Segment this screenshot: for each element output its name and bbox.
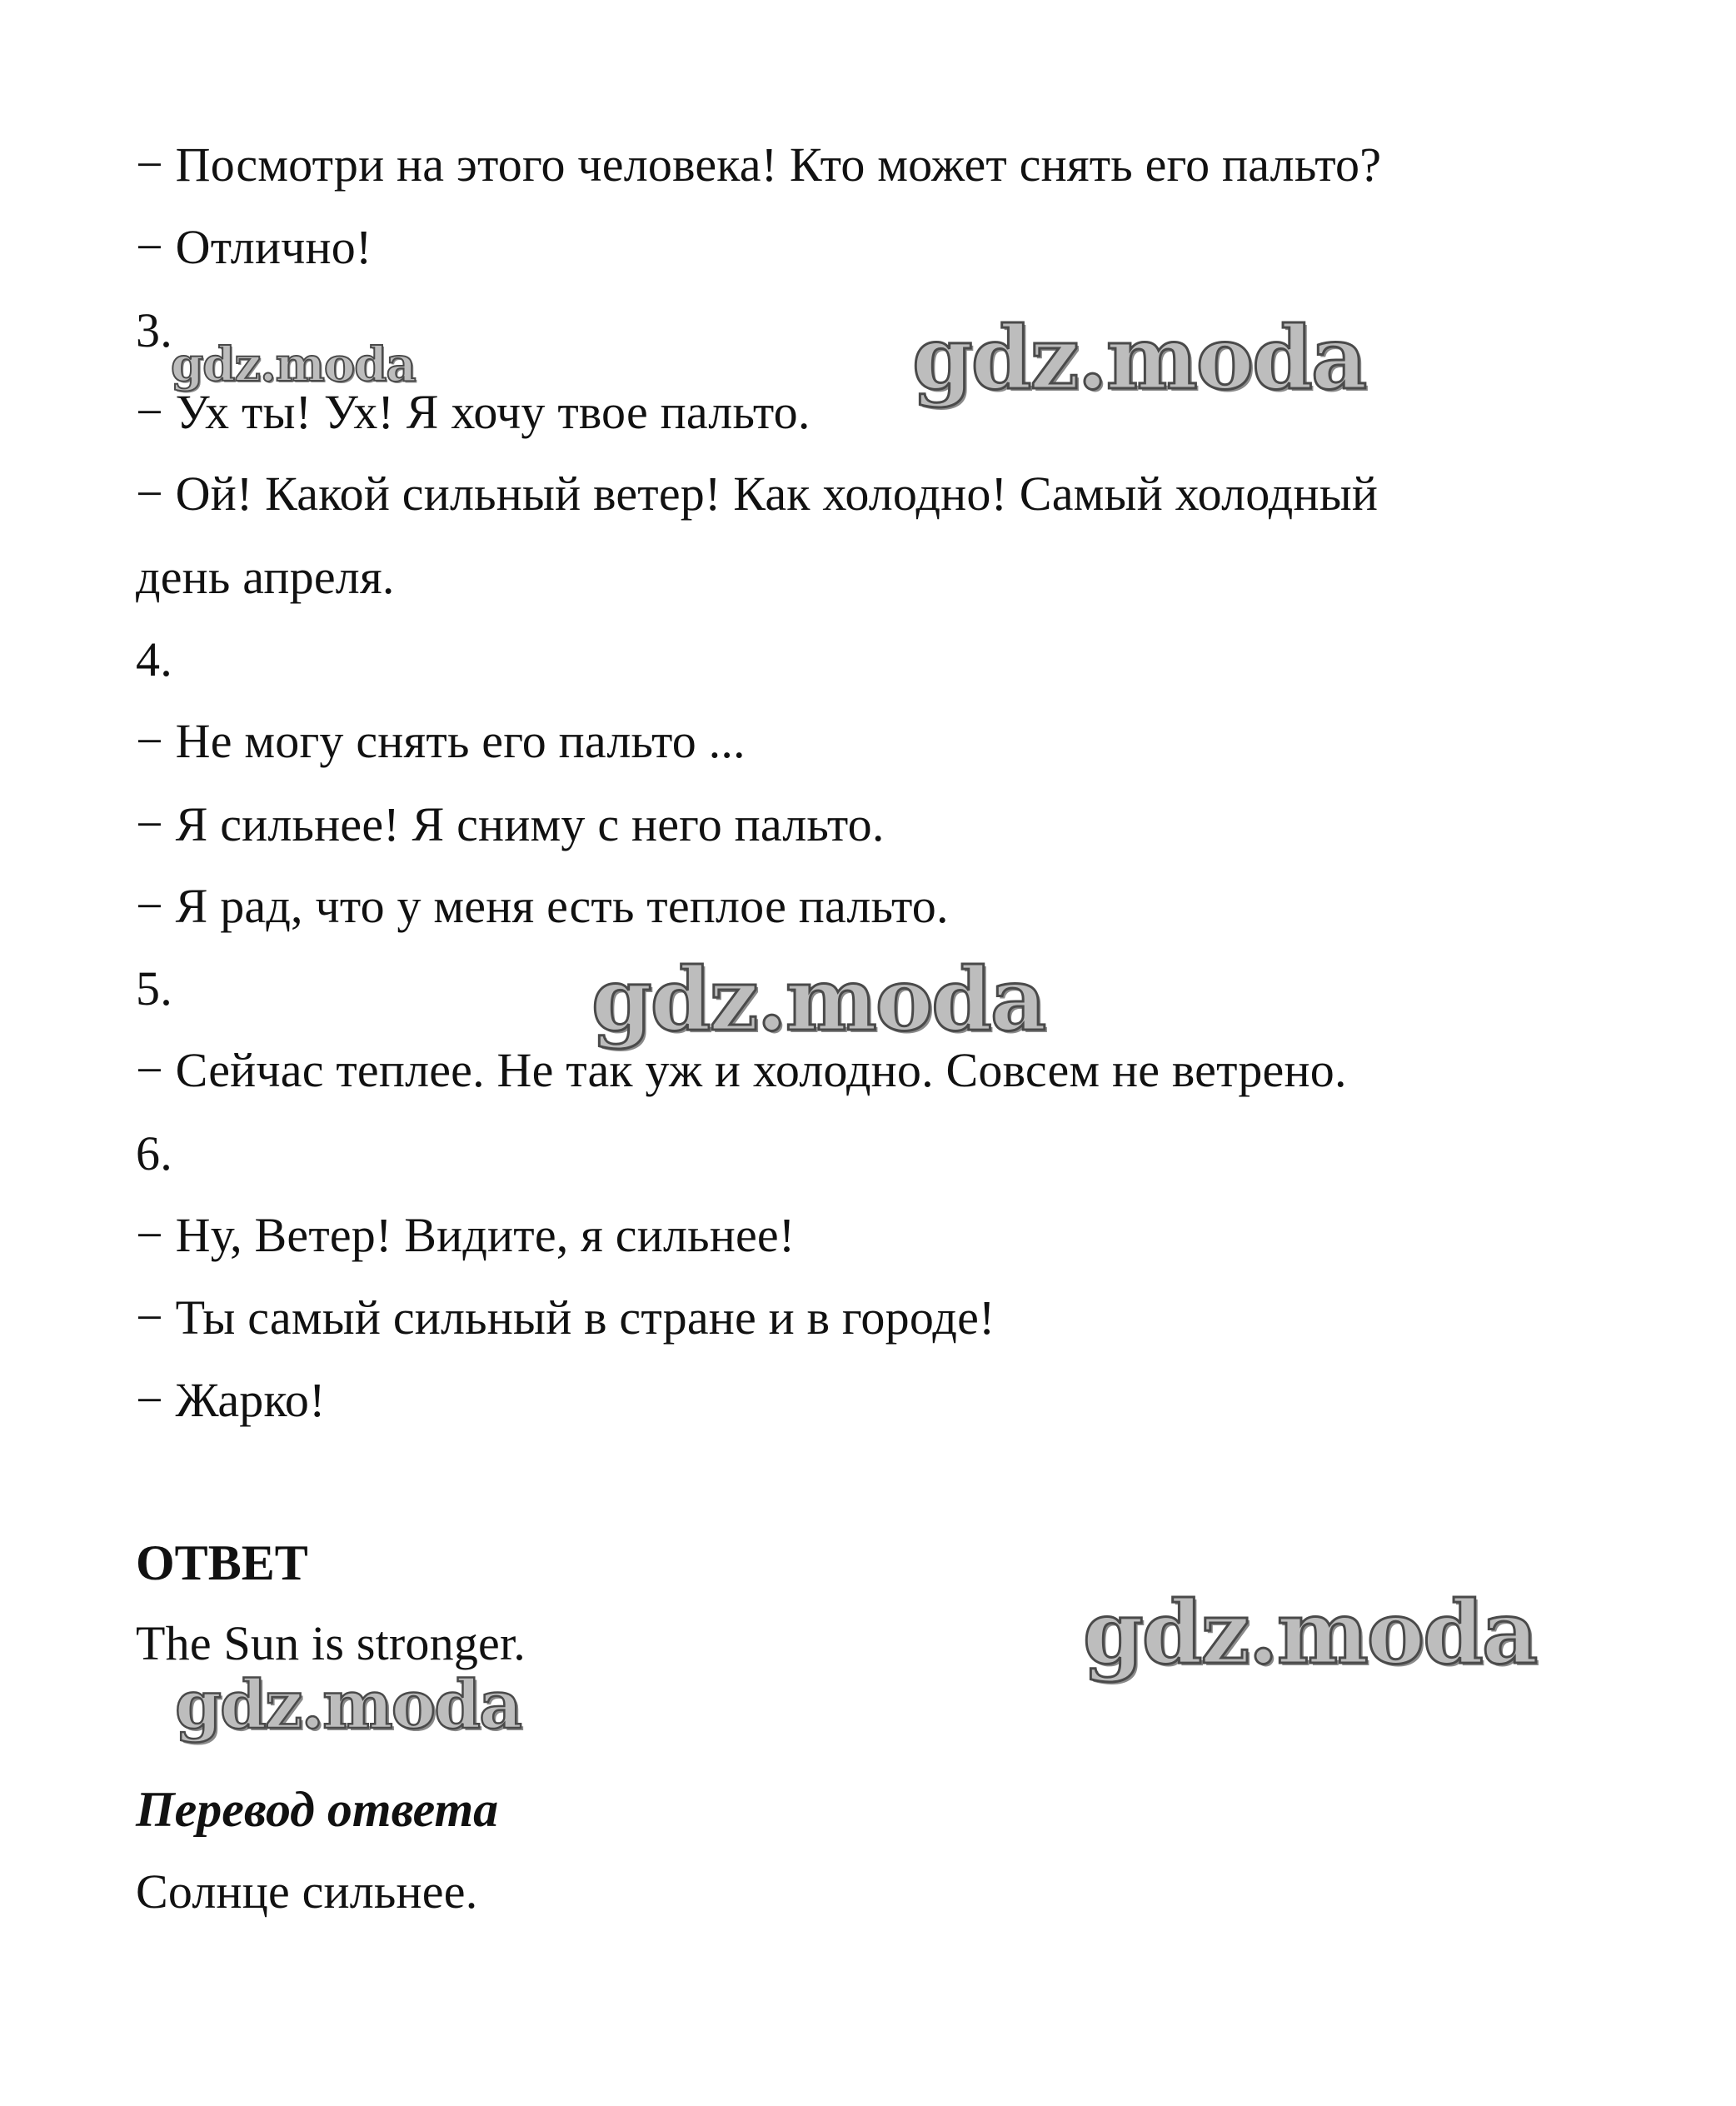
section-number: 3. <box>136 303 172 357</box>
dialogue-line: − Я рад, что у меня есть теплое пальто. <box>136 879 949 933</box>
section-number: 6. <box>136 1126 172 1180</box>
watermark: gdz.moda <box>912 307 1366 409</box>
translation-heading: Перевод ответа <box>136 1782 499 1837</box>
dialogue-line: − Жарко! <box>136 1373 326 1427</box>
dialogue-line: − Ну, Ветер! Видите, я сильнее! <box>136 1208 796 1262</box>
dialogue-line: − Посмотри на этого человека! Кто может снять его пальто? <box>136 137 1382 192</box>
dialogue-line: − Я сильнее! Я сниму с него пальто. <box>136 797 885 851</box>
watermark: gdz.moda <box>175 1665 521 1744</box>
dialogue-line: − Ой! Какой сильный ветер! Как холодно! Самый холодный <box>136 467 1379 521</box>
dialogue-line: − Не могу снять его пальто ... <box>136 714 746 768</box>
answer-text: The Sun is stronger. <box>136 1616 526 1670</box>
section-number: 4. <box>136 632 172 686</box>
watermark: gdz.moda <box>591 948 1045 1051</box>
dialogue-line: − Отлично! <box>136 220 372 274</box>
section-number: 5. <box>136 961 172 1016</box>
watermark: gdz.moda <box>1083 1581 1537 1684</box>
dialogue-line: − Ух ты! Ух! Я хочу твое пальто. <box>136 385 811 439</box>
dialogue-line: − Сейчас теплее. Не так уж и холодно. Совсем не ветрено. <box>136 1043 1347 1097</box>
dialogue-line: − Ты самый сильный в стране и в городе! <box>136 1290 995 1345</box>
translation-text: Солнце сильнее. <box>136 1864 478 1919</box>
dialogue-line-continued: день апреля. <box>136 550 395 604</box>
answer-heading: ОТВЕТ <box>136 1535 308 1590</box>
watermark: gdz.moda <box>171 337 416 392</box>
